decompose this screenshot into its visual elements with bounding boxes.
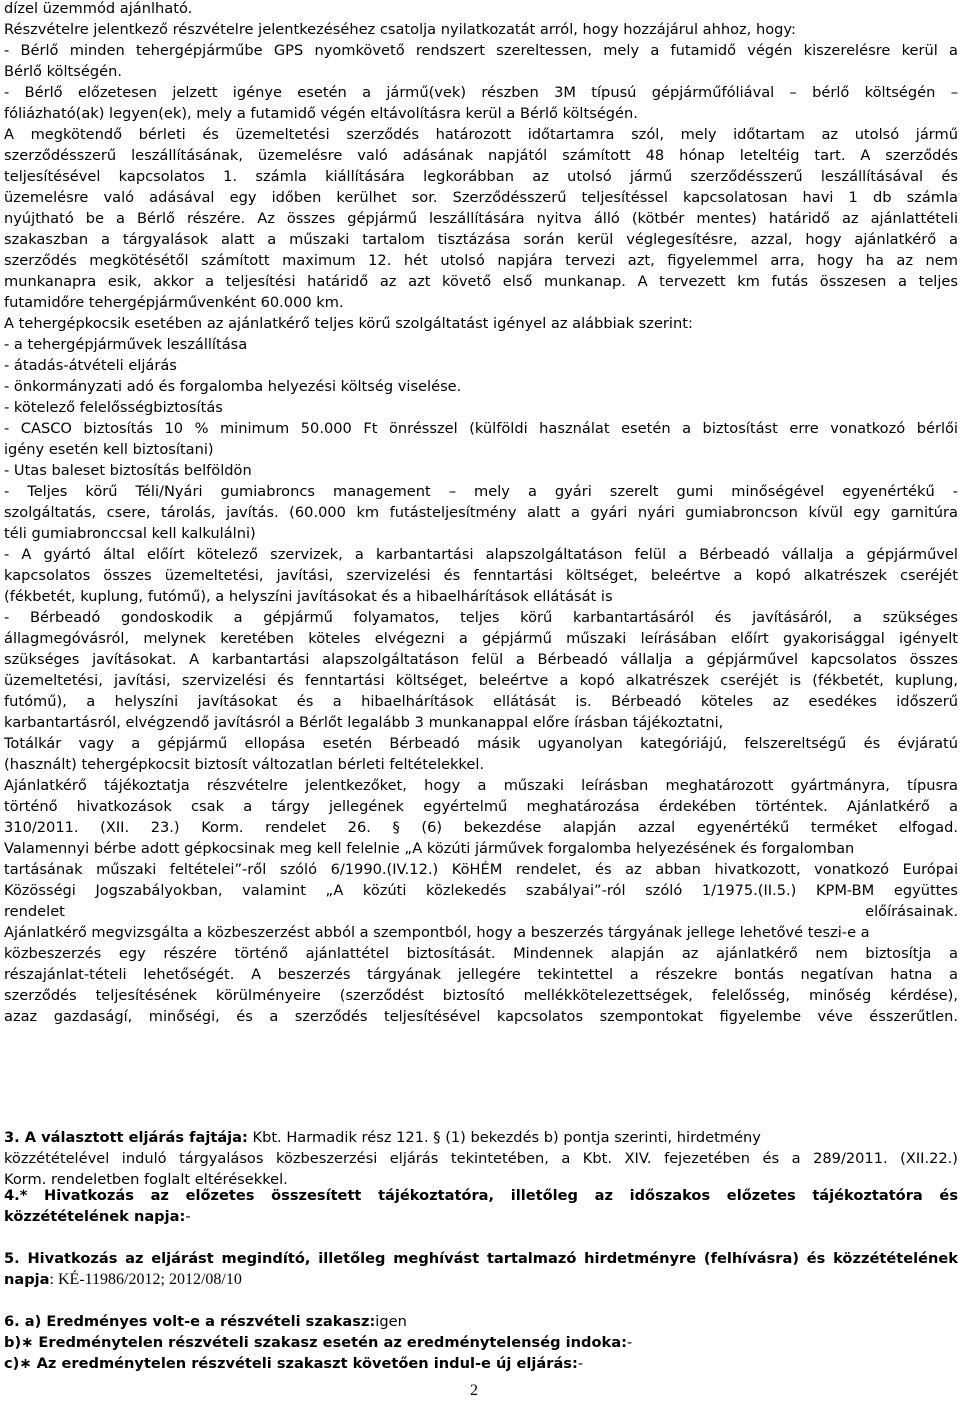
body-line: rendelet előírásainak. (4, 903, 958, 920)
body-line: - Teljes körű Téli/Nyári gumiabroncs management – mely a gyári szerelt gumi minőségével egyenértékű - (4, 483, 958, 500)
body-line: szükséges javításokat. A karbantartási alapszolgáltatáson felül a Bérbeadó vállalja a gépjárművel kapcsolatos összes (4, 651, 958, 668)
body-line: üzemeltetési, javítási, szervizelési és fenntartási költséget, beleértve a kopó alkatrészek cseréjét is (fékbetét, kuplung, (4, 672, 958, 689)
section-4-value: - (185, 1208, 191, 1225)
body-line: téli gumiabronccsal kell kalkulálni) (4, 525, 256, 542)
body-line: kapcsolatos összes üzemeltetési, javítási, szervizelési és fenntartási költséget, beleértve a kopó alkatrészek cseréjét (4, 567, 958, 584)
body-line: 310/2011. (XII. 23.) Korm. rendelet 26. § (6) bekezdése alapján azzal egyenértékű terméket elfogad. (4, 819, 958, 836)
body-line: azaz gazdaságí, minőségi, és a szerződés teljesítésével kapcsolatos szempontokat figyelembe véve ésszerűtlen. (4, 1008, 958, 1025)
body-line: - átadás-átvételi eljárás (4, 357, 177, 374)
body-line: - kötelező felelősségbiztosítás (4, 399, 223, 416)
body-line: A megkötendő bérleti és üzemeltetési szerződés határozott időtartamra szól, mely időtartam az utolsó jármű (4, 126, 958, 143)
body-line: igény esetén kell biztosítani) (4, 441, 214, 458)
section-5-line-2 (4, 1269, 958, 1290)
body-line: tartásának műszaki feltételei”-ről szóló 6/1990.(IV.12.) KöHÉM rendelet, és az abban hivatkozott, vonatkozó Európai (4, 861, 958, 878)
body-line: nyújtható be a Bérlő részére. Az összes gépjármű leszállítására nyitva álló (kötbér mentes) határidő az ajánlattételi (4, 210, 958, 227)
section-3-text-2: közzétételével induló tárgyalásos közbeszerzési eljárás tekintetében, a Kbt. XIV. fejezetében és a 289/2011. (XII.22.) (4, 1150, 958, 1167)
section-6a-heading: 6. a) Eredményes volt-e a részvételi szakasz: (4, 1313, 376, 1330)
body-line: munkanapra esik, akkor a teljesítési határidő az azt követő első munkanap. A tervezett km futás összesen a teljes (4, 273, 958, 290)
section-6c-value: - (577, 1355, 584, 1372)
body-line: - A gyártó által előírt kötelező szervizek, a karbantartási alapszolgáltatáson felül a Bérbeadó vállalja a gépjárművel (4, 546, 958, 563)
section-6c-heading: c)∗ Az eredménytelen részvételi szakaszt követően indul-e új eljárás: (4, 1355, 578, 1372)
body-line: teljesítésével kapcsolatos 1. számla kiállítására legkorábban az utolsó jármű szerződésszerű leszállításával és (4, 168, 958, 185)
body-line: Közösségi Jogszabályokban, valamint „A közúti közlekedés szabályai”-ról szóló 1/1975.(II.5.) KPM-BM együttes (4, 882, 958, 899)
body-line: - a tehergépjárművek leszállítása (4, 336, 248, 353)
body-line: állagmegóvásról, melynek keretében köteles elvégezni a gépjármű műszaki leírásában előírt gyakorisággal igényelt (4, 630, 958, 647)
body-line: (használt) tehergépkocsit biztosít változatlan bérleti feltételekkel. (4, 756, 485, 773)
body-line: történő hivatkozások csak a tárgy jellegének egyértelmű meghatározása érdekében történtek. Ajánlatkérő a (4, 798, 958, 815)
body-line: - Bérbeadó gondoskodik a gépjármű folyamatos, teljes körű karbantartásáról és javításáról, a szükséges (4, 609, 958, 626)
body-line: közbeszerzés egy részére történő ajánlattétel biztosítását. Mindennek alapján az ajánlatkérő nem biztosítja a (4, 945, 958, 962)
body-line: szerződésszerű leszállításának, üzemelésre való adásának napjától számított 48 hónap leteltéig tart. A szerződés (4, 147, 958, 164)
section-4-line-1: 4.* Hivatkozás az előzetes összesített tájékoztatóra, illetőleg az időszakos előzetes tájékoztatóra és (4, 1187, 958, 1204)
section-4-heading: közzétételének napja: (4, 1208, 186, 1225)
section-6b-line (4, 1332, 958, 1353)
body-line: Valamennyi bérbe adott gépkocsinak meg kell felelnie „A közúti járművek forgalomba helyezésének és forgalomban (4, 840, 855, 857)
section-6b-value: - (626, 1334, 633, 1351)
body-line: szerződés megkötésétől számított maximum 12. hét utolsó napjára tervezi azt, figyelemmel arra, hogy ha az nem (4, 252, 958, 269)
section-3-text-3: Korm. rendeletben foglalt eltérésekkel. (4, 1171, 288, 1188)
section-3-text-1: Kbt. Harmadik rész 121. § (1) bekezdés b) pontja szerinti, hirdetmény (247, 1129, 761, 1146)
section-3-heading: 3. A választott eljárás fajtája: (4, 1129, 248, 1146)
body-line: Totálkár vagy a gépjármű ellopása esetén Bérbeadó másik ugyanolyan kategóriájú, felszereltségű és évjáratú (4, 735, 958, 752)
section-6a-line (4, 1311, 958, 1332)
body-line: Bérlő költségén. (4, 63, 122, 80)
body-line: (fékbetét, kuplung, futómű), a helyszíni javításokat és a hibaelhárítások ellátását is (4, 588, 613, 605)
section-5-line-1: 5. Hivatkozás az eljárást megindító, illetőleg meghívást tartalmazó hirdetményre (felhívásra) és közzétételének (4, 1250, 958, 1267)
body-line: Részvételre jelentkező részvételre jelentkezéséhez csatolja nyilatkozatát arról, hogy hozzájárul ahhoz, hogy: (4, 21, 796, 38)
body-line: fóliázható(ak) legyen(ek), mely a futamidő végén eltávolításra kerül a Bérlő költségén. (4, 105, 638, 122)
section-6b-heading: b)∗ Eredménytelen részvételi szakasz esetén az eredménytelenség indoka: (4, 1334, 627, 1351)
body-line: - Utas baleset biztosítás belföldön (4, 462, 252, 479)
body-line: A tehergépkocsik esetében az ajánlatkérő teljes körű szolgáltatást igényel az alábbiak szerint: (4, 315, 693, 332)
body-line: - önkormányzati adó és forgalomba helyezési költség viselése. (4, 378, 462, 395)
body-line: dízel üzemmód ajánlható. (4, 0, 193, 17)
body-line: részajánlat-tételi lehetőségét. A beszerzés tárgyának jellegére tekintettel a részekre bontás negatívan hatna a (4, 966, 958, 983)
body-line: szakaszban a tárgyalások alatt a műszaki tartalom tisztázása során kerül véglegesítésre, azzal, hogy ajánlatkérő a (4, 231, 958, 248)
section-6c-line (4, 1353, 958, 1374)
section-5-heading: napja (4, 1271, 50, 1288)
body-line: üzemelésre való adásával egy időben kerülhet sor. Szerződésszerű teljesítéssel kapcsolatosan havi 1 db számla (4, 189, 958, 206)
section-5-value: : KÉ-11986/2012; 2012/08/10 (49, 1271, 242, 1288)
body-line: karbantartásról, elvégzendő javításról a Bérlőt legalább 3 munkanappal előre írásban tájékoztatni, (4, 714, 724, 731)
body-line: futómű), a helyszíni javításokat és a hibaelhárítások ellátását is. Bérbeadó köteles az esedékes időszerű (4, 693, 958, 710)
section-3-line-1 (4, 1127, 958, 1148)
section-6a-value: igen (375, 1313, 407, 1330)
page-number: 2 (470, 1382, 478, 1399)
body-line: Ajánlatkérő megvizsgálta a közbeszerzést abból a szempontból, hogy a beszerzés tárgyának jellege lehetővé teszi-e a (4, 924, 870, 941)
body-line: szerződés teljesítésének körülményeire (szerződést biztosító mellékkötelezettségek, felelősség, minőség kérdése), (4, 987, 958, 1004)
section-4-line-2 (4, 1206, 958, 1227)
body-line: szolgáltatás, csere, tárolás, javítás. (60.000 km futásteljesítmény alatt a gyári nyári gumiabroncson kívül egy garnitúra (4, 504, 958, 521)
body-line: - Bérlő minden tehergépjárműbe GPS nyomkövető rendszert szereltessen, mely a futamidő végén kiszerelésre kerül a (4, 42, 958, 59)
body-line: futamidőre tehergépjárművenként 60.000 km. (4, 294, 344, 311)
body-line: - CASCO biztosítás 10 % minimum 50.000 Ft önrésszel (külföldi használat esetén a biztosítást erre vonatkozó bérlői (4, 420, 958, 437)
body-line: - Bérlő előzetesen jelzett igénye esetén a jármű(vek) részben 3M típusú gépjárműfóliával – bérlő költségén – (4, 84, 958, 101)
body-line: Ajánlatkérő tájékoztatja részvételre jelentkezőket, hogy a műszaki leírásban meghatározott gyártmányra, típusra (4, 777, 958, 794)
